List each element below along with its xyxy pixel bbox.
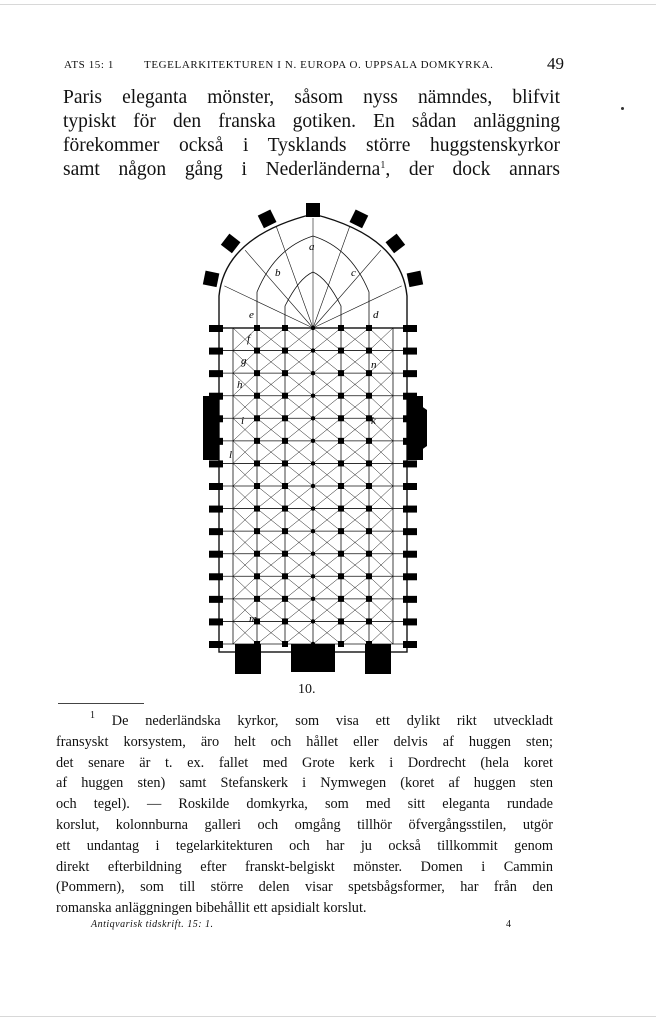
body-paragraph xyxy=(63,86,560,182)
footnote-separator xyxy=(58,703,144,704)
plan-column xyxy=(311,439,315,443)
figure-caption: 10. xyxy=(298,682,316,697)
plan-west-tower-north xyxy=(235,644,261,674)
plan-pier xyxy=(338,460,344,466)
plan-buttress xyxy=(403,370,417,377)
plan-pier xyxy=(338,573,344,579)
plan-buttress xyxy=(403,483,417,490)
plan-pier xyxy=(282,596,288,602)
plan-buttress xyxy=(209,641,223,648)
body-text-before-ref: samt någon gång i Nederländerna xyxy=(63,159,381,180)
plan-pier xyxy=(366,618,372,624)
plan-apse-chapel xyxy=(306,203,320,217)
plan-pier xyxy=(282,415,288,421)
plan-pier xyxy=(282,618,288,624)
plan-column xyxy=(311,529,315,533)
footnote-line: det senare är t. ex. fallet med Grote kerk i Dordrecht (hela koret xyxy=(56,754,553,771)
plan-pier xyxy=(338,415,344,421)
body-text-after-ref: , der dock annars xyxy=(385,159,560,180)
plan-column xyxy=(311,326,315,330)
body-line xyxy=(63,158,560,182)
plan-buttress xyxy=(209,618,223,625)
footnote-reference[interactable]: 1 xyxy=(380,160,386,171)
plan-buttress xyxy=(209,325,223,332)
plan-buttress xyxy=(209,460,223,467)
journal-signature: Antiqvarisk tidskrift. 15: 1. xyxy=(91,919,214,930)
plan-buttress xyxy=(403,618,417,625)
plan-pier xyxy=(282,573,288,579)
footnote-line: romanska anläggningen bibehållit ett apsidialt korslut. xyxy=(56,900,367,917)
plan-west-portal xyxy=(291,644,335,672)
running-header xyxy=(64,54,564,77)
plan-pier xyxy=(366,393,372,399)
body-line: Paris eleganta mönster, såsom nyss nämndes, blifvit xyxy=(63,87,560,108)
top-edge-rule xyxy=(0,4,656,5)
plan-apse-rib xyxy=(313,226,350,328)
plan-letter-m: m xyxy=(249,613,257,625)
plan-pier xyxy=(366,460,372,466)
plan-pier xyxy=(254,528,260,534)
plan-apse-rib xyxy=(313,250,381,328)
plan-letter-c: c xyxy=(351,267,356,279)
body-line: förekommer också i Tysklands större huggstenskyrkor xyxy=(63,135,560,156)
plan-letter-b: b xyxy=(275,267,281,279)
plan-pier xyxy=(282,370,288,376)
plan-pier xyxy=(282,483,288,489)
footnote-line: och tegel). — Roskilde domkyrka, som med sitt eleganta rundade xyxy=(56,796,553,813)
footnote-line: ett undantag i tegelarkitekturen och har ju också tillkommit genom xyxy=(56,837,553,854)
plan-pier xyxy=(254,460,260,466)
plan-column xyxy=(311,461,315,465)
plan-pier xyxy=(282,528,288,534)
bottom-edge-rule xyxy=(0,1016,656,1017)
plan-buttress xyxy=(209,348,223,355)
plan-column xyxy=(311,552,315,556)
plan-letter-f: f xyxy=(247,333,251,345)
plan-pier xyxy=(282,325,288,331)
plan-pier xyxy=(338,641,344,647)
plan-column xyxy=(311,484,315,488)
plan-pier xyxy=(366,528,372,534)
plan-buttress xyxy=(403,325,417,332)
plan-pier xyxy=(282,641,288,647)
plan-pier xyxy=(282,506,288,512)
plan-pier xyxy=(338,438,344,444)
cathedral-floor-plan xyxy=(195,196,431,680)
plan-buttress xyxy=(209,551,223,558)
plan-pier xyxy=(254,596,260,602)
plan-letter-n: n xyxy=(371,359,377,371)
plan-buttress xyxy=(403,460,417,467)
plan-pier xyxy=(366,573,372,579)
plan-apse-rib xyxy=(276,226,313,328)
plan-pier xyxy=(366,325,372,331)
margin-mark xyxy=(621,107,624,110)
plan-buttress xyxy=(403,528,417,535)
footnote-first-text: De nederländska kyrkor, som visa ett dylikt rikt utveckladt xyxy=(111,713,553,729)
plan-letter-h: h xyxy=(237,379,243,391)
plan-pier xyxy=(338,370,344,376)
plan-buttress xyxy=(403,551,417,558)
plan-buttress xyxy=(403,348,417,355)
plan-pier xyxy=(338,325,344,331)
plan-pier xyxy=(282,348,288,354)
plan-pier xyxy=(338,528,344,534)
plan-buttress xyxy=(209,573,223,580)
plan-pier xyxy=(338,551,344,557)
plan-pier xyxy=(338,393,344,399)
plan-buttress xyxy=(403,596,417,603)
plan-pier xyxy=(366,438,372,444)
plan-pier xyxy=(254,573,260,579)
plan-apse-chapel xyxy=(203,271,220,288)
page-number: 49 xyxy=(547,54,564,73)
plan-apse-chapel xyxy=(407,271,424,288)
plan-letter-l: l xyxy=(229,449,233,461)
footnote-line xyxy=(56,711,553,732)
plan-pier xyxy=(254,325,260,331)
plan-pier xyxy=(366,506,372,512)
footnote-line: fransyskt korsystem, äro helt och hållet eller delvis af huggen sten; xyxy=(56,733,553,750)
plan-buttress xyxy=(403,573,417,580)
plan-column xyxy=(311,394,315,398)
footnote-marker: 1 xyxy=(90,710,95,721)
plan-pier xyxy=(366,370,372,376)
plan-buttress xyxy=(209,528,223,535)
plan-column xyxy=(311,348,315,352)
plan-buttress xyxy=(209,483,223,490)
plan-letter-g: g xyxy=(241,355,247,367)
plan-pier xyxy=(254,506,260,512)
plan-buttress xyxy=(403,641,417,648)
plan-apse-chapel xyxy=(258,209,277,228)
plan-apse-rib xyxy=(245,250,313,328)
plan-pier xyxy=(282,393,288,399)
plan-column xyxy=(311,574,315,578)
footnote xyxy=(56,711,553,919)
plan-letter-a: a xyxy=(309,241,315,253)
footnote-line: (Pommern), som till större delen visar spetsbågsformer, har från den xyxy=(56,879,553,896)
plan-pier xyxy=(338,596,344,602)
plan-porch-south xyxy=(407,396,427,460)
plan-pier xyxy=(282,460,288,466)
plan-apse-rib xyxy=(313,286,402,328)
plan-apse-chapel xyxy=(221,234,241,254)
plan-pier xyxy=(366,348,372,354)
plan-column xyxy=(311,416,315,420)
plan-pier xyxy=(254,415,260,421)
plan-column xyxy=(311,619,315,623)
plan-pier xyxy=(254,483,260,489)
footnote-line: korslut, kolonnburna galleri och omgång tillhör öfvergångsstilen, utgör xyxy=(56,816,553,833)
running-title: TEGELARKITEKTUREN I N. EUROPA O. UPPSALA DOMKYRKA. xyxy=(144,59,494,71)
series-label: ATS 15: 1 xyxy=(64,59,115,71)
plan-buttress xyxy=(209,370,223,377)
plan-letter-d: d xyxy=(373,309,379,321)
plan-apse-rib xyxy=(224,286,313,328)
plan-pier xyxy=(254,438,260,444)
plan-column xyxy=(311,371,315,375)
plan-transept-north xyxy=(203,396,219,460)
plan-buttress xyxy=(209,596,223,603)
plan-column xyxy=(311,597,315,601)
plan-buttress xyxy=(209,506,223,513)
footnote-line: direkt efterbildning efter franskt-belgiskt mönster. Domen i Cammin xyxy=(56,858,553,875)
footnote-line: af huggen sten) samt Stefanskerk i Nymwegen (koret af huggen sten xyxy=(56,775,553,792)
plan-pier xyxy=(338,618,344,624)
plan-pier xyxy=(338,348,344,354)
plan-pier xyxy=(366,596,372,602)
plan-west-tower-south xyxy=(365,644,391,674)
body-line: typiskt för den franska gotiken. En sådan anläggning xyxy=(63,111,560,132)
plan-pier xyxy=(282,551,288,557)
plan-apse-chapel xyxy=(350,209,369,228)
plan-apse-chapel xyxy=(386,234,406,254)
plan-pier xyxy=(338,506,344,512)
plan-pier xyxy=(282,438,288,444)
plan-letter-i: i xyxy=(241,415,245,427)
plan-pier xyxy=(366,551,372,557)
plan-pier xyxy=(254,348,260,354)
plan-buttress xyxy=(403,506,417,513)
signature-mark: 4 xyxy=(506,919,511,930)
plan-pier xyxy=(338,483,344,489)
plan-pier xyxy=(254,393,260,399)
plan-pier xyxy=(254,370,260,376)
plan-letter-e: e xyxy=(249,309,254,321)
plan-pier xyxy=(254,551,260,557)
plan-pier xyxy=(366,483,372,489)
plan-column xyxy=(311,506,315,510)
plan-letter-k: k xyxy=(371,415,376,427)
